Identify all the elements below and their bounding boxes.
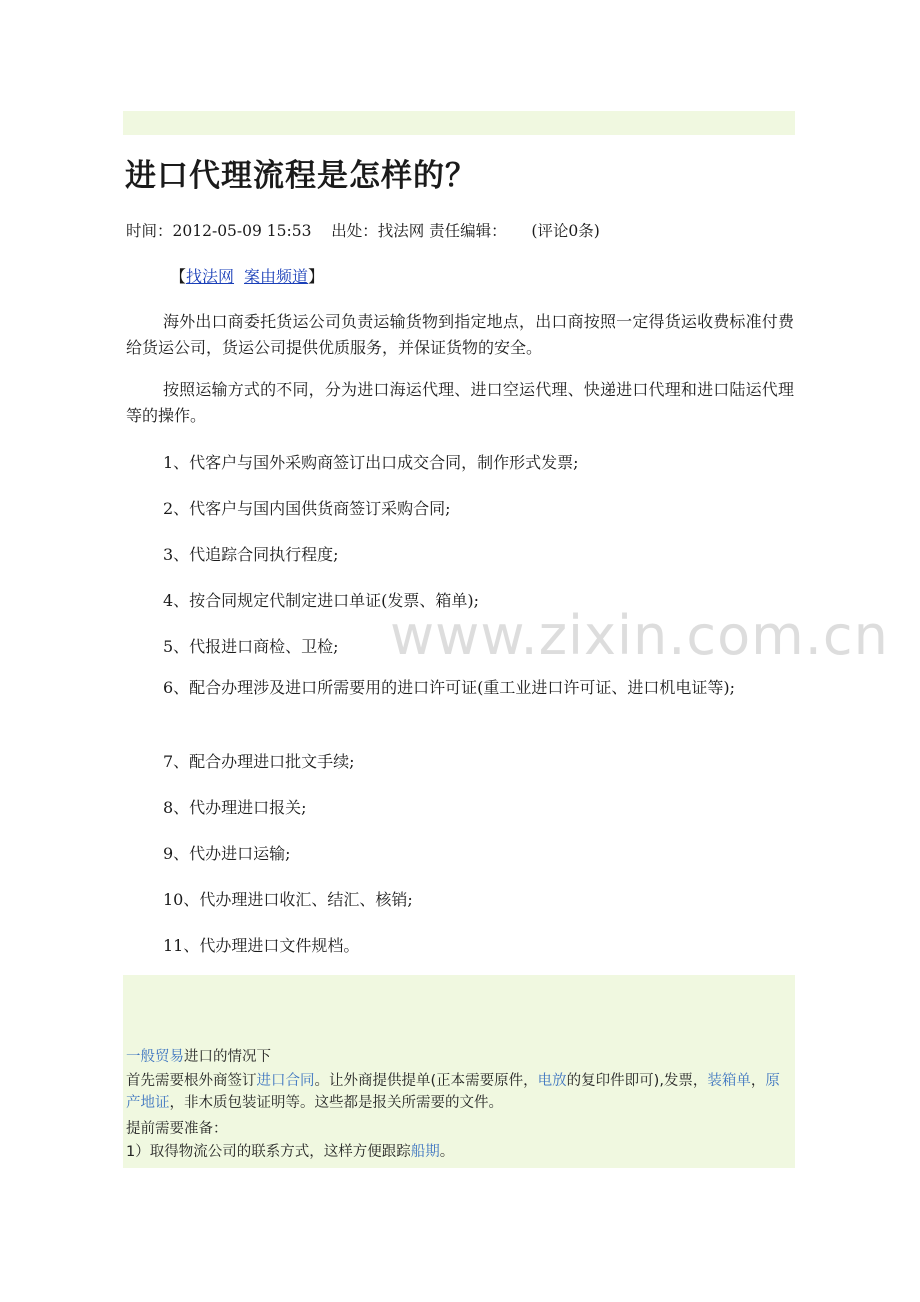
step-item: 3、代追踪合同执行程度;	[163, 545, 339, 564]
step-item: 2、代客户与国内国供货商签订采购合同;	[163, 499, 451, 518]
time-value: 2012-05-09 15:53	[172, 222, 312, 240]
page-title: 进口代理流程是怎样的？	[125, 158, 477, 194]
certificate-of-origin-link[interactable]: 原产地证	[126, 1073, 780, 1111]
packing-list-link[interactable]: 装箱单	[707, 1073, 751, 1089]
trade-line-1-text: 进口的情况下	[184, 1049, 271, 1065]
channel-links	[170, 264, 324, 287]
import-contract-link[interactable]: 进口合同	[256, 1073, 315, 1089]
step-item: 10、代办理进口收汇、结汇、核销;	[163, 890, 413, 909]
time-label: 时间：	[126, 222, 173, 240]
trade-info-block	[123, 975, 795, 1168]
top-highlight-band	[123, 111, 795, 135]
editor-label: 责任编辑：	[429, 222, 507, 240]
bracket-open: 【	[170, 267, 187, 286]
step-item: 11、代办理进口文件规档。	[163, 936, 360, 955]
step-item: 1、代客户与国外采购商签订出口成交合同，制作形式发票;	[163, 453, 579, 472]
step-item: 6、配合办理涉及进口所需要用的进口许可证(重工业进口许可证、进口机电证等);	[163, 678, 736, 697]
telex-release-link[interactable]: 电放	[537, 1073, 567, 1089]
trade-text: 首先需要根外商签订	[126, 1073, 257, 1089]
trade-text: 的复印件即可),发票，	[566, 1073, 708, 1089]
trade-text: 。让外商提供提单(正本需要原件，	[314, 1073, 538, 1089]
shipping-schedule-link[interactable]: 船期	[410, 1144, 440, 1160]
source-value: 找法网	[377, 222, 425, 240]
intro-paragraph-1: 海外出口商委托货运公司负责运输货物到指定地点，出口商按照一定得货运收费标准付费给货运公司，货运公司提供优质服务，并保证货物的安全。	[126, 312, 794, 357]
trade-line-4	[126, 1142, 794, 1164]
case-channel-link[interactable]: 案由频道	[244, 267, 309, 286]
trade-line-3: 提前需要准备：	[126, 1121, 228, 1137]
trade-text: 。	[439, 1144, 455, 1160]
step-item: 4、按合同规定代制定进口单证(发票、箱单);	[163, 591, 480, 610]
step-item: 7、配合办理进口批文手续;	[163, 752, 355, 771]
trade-text: ，非木质包装证明等。这些都是报关所需要的文件。	[169, 1094, 503, 1111]
source-label: 出处：	[331, 222, 378, 240]
step-item: 5、代报进口商检、卫检;	[163, 637, 339, 656]
zhaofa-link[interactable]: 找法网	[186, 267, 235, 286]
trade-text: ，	[750, 1073, 766, 1089]
article-meta	[126, 219, 600, 241]
intro-paragraph-2: 按照运输方式的不同，分为进口海运代理、进口空运代理、快递进口代理和进口陆运代理等的操作。	[126, 380, 794, 425]
step-item: 8、代办理进口报关;	[163, 798, 307, 817]
comment-count[interactable]: (评论0条)	[531, 222, 600, 240]
bracket-close: 】	[308, 267, 325, 286]
trade-text: 1）取得物流公司的联系方式，这样方便跟踪	[126, 1144, 411, 1160]
site-watermark: www.zixin.com.cn	[390, 604, 889, 667]
step-item: 9、代办进口运输;	[163, 844, 291, 863]
general-trade-link[interactable]: 一般贸易	[126, 1049, 184, 1065]
trade-line-1	[126, 1047, 794, 1069]
trade-line-2	[126, 1071, 794, 1114]
